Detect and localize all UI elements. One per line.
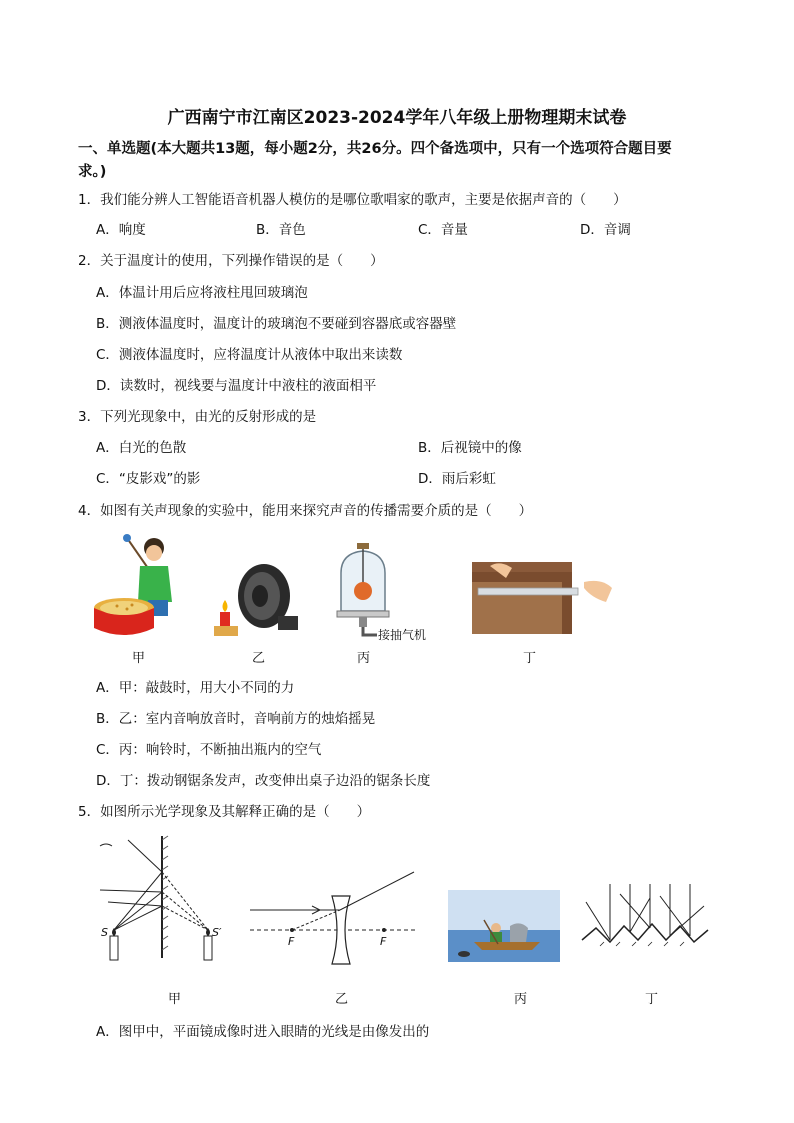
question-2-stem: 2．关于温度计的使用，下列操作错误的是（ ） xyxy=(78,253,384,269)
q4-option-d: D．丁：拨动钢锯条发声，改变伸出桌子边沿的锯条长度 xyxy=(96,773,431,789)
q1-option-c: C．音量 xyxy=(418,222,468,238)
q3-option-a: A．白光的色散 xyxy=(96,440,187,456)
diffuse-reflection-figure xyxy=(580,884,710,964)
drum-figure xyxy=(92,532,187,642)
image-label: S′ xyxy=(212,926,222,939)
question-3-stem: 3．下列光现象中，由光的反射形成的是 xyxy=(78,409,317,425)
q5-label-bing: 丙 xyxy=(514,992,528,1007)
q5-label-yi: 乙 xyxy=(335,992,349,1007)
q5-label-ding: 丁 xyxy=(645,992,659,1007)
saw-blade-figure xyxy=(472,558,622,638)
q3-option-c: C．“皮影戏”的影 xyxy=(96,471,201,487)
q3-option-d: D．雨后彩虹 xyxy=(418,471,496,487)
q2-option-b: B．测液体温度时，温度计的玻璃泡不要碰到容器底或容器壁 xyxy=(96,316,457,332)
concave-lens-figure xyxy=(250,866,420,966)
page-title: 广西南宁市江南区2023-2024学年八年级上册物理期末试卷 xyxy=(167,108,627,128)
q1-option-a: A．响度 xyxy=(96,222,146,238)
q2-option-c: C．测液体温度时，应将温度计从液体中取出来读数 xyxy=(96,347,403,363)
section-heading-cont: 求。) xyxy=(78,164,107,180)
focus-right-label: F xyxy=(380,935,387,948)
q4-option-a: A．甲：敲鼓时，用大小不同的力 xyxy=(96,680,295,696)
q1-option-b: B．音色 xyxy=(256,222,306,238)
q4-label-bing: 丙 xyxy=(357,651,371,666)
q5-option-a: A．图甲中，平面镜成像时进入眼睛的光线是由像发出的 xyxy=(96,1024,430,1040)
q3-option-b: B．后视镜中的像 xyxy=(418,440,522,456)
question-4-stem: 4．如图有关声现象的实验中，能用来探究声音的传播需要介质的是（ ） xyxy=(78,503,533,519)
question-5-stem: 5．如图所示光学现象及其解释正确的是（ ） xyxy=(78,804,371,820)
speaker-candle-figure xyxy=(212,560,302,638)
q4-label-yi: 乙 xyxy=(252,651,266,666)
source-label: S xyxy=(101,926,108,939)
q4-option-c: C．丙：响铃时，不断抽出瓶内的空气 xyxy=(96,742,322,758)
fishing-photo-figure xyxy=(448,890,560,962)
plane-mirror-figure xyxy=(92,836,222,966)
q1-option-d: D．音调 xyxy=(580,222,631,238)
q2-option-d: D．读数时，视线要与温度计中液柱的液面相平 xyxy=(96,378,377,394)
question-1-stem: 1．我们能分辨人工智能语音机器人模仿的是哪位歌唱家的歌声，主要是依据声音的（ ） xyxy=(78,192,627,208)
pump-label: 接抽气机 xyxy=(378,628,427,642)
focus-left-label: F xyxy=(288,935,295,948)
section-heading: 一、单选题(本大题共13题，每小题2分，共26分。四个备选项中，只有一个选项符合题目要 xyxy=(78,141,672,157)
q2-option-a: A．体温计用后应将液柱甩回玻璃泡 xyxy=(96,285,308,301)
q4-option-b: B．乙：室内音响放音时，音响前方的烛焰摇晃 xyxy=(96,711,376,727)
q5-label-jia: 甲 xyxy=(168,992,182,1007)
q4-label-jia: 甲 xyxy=(132,651,146,666)
q4-label-ding: 丁 xyxy=(523,651,537,666)
